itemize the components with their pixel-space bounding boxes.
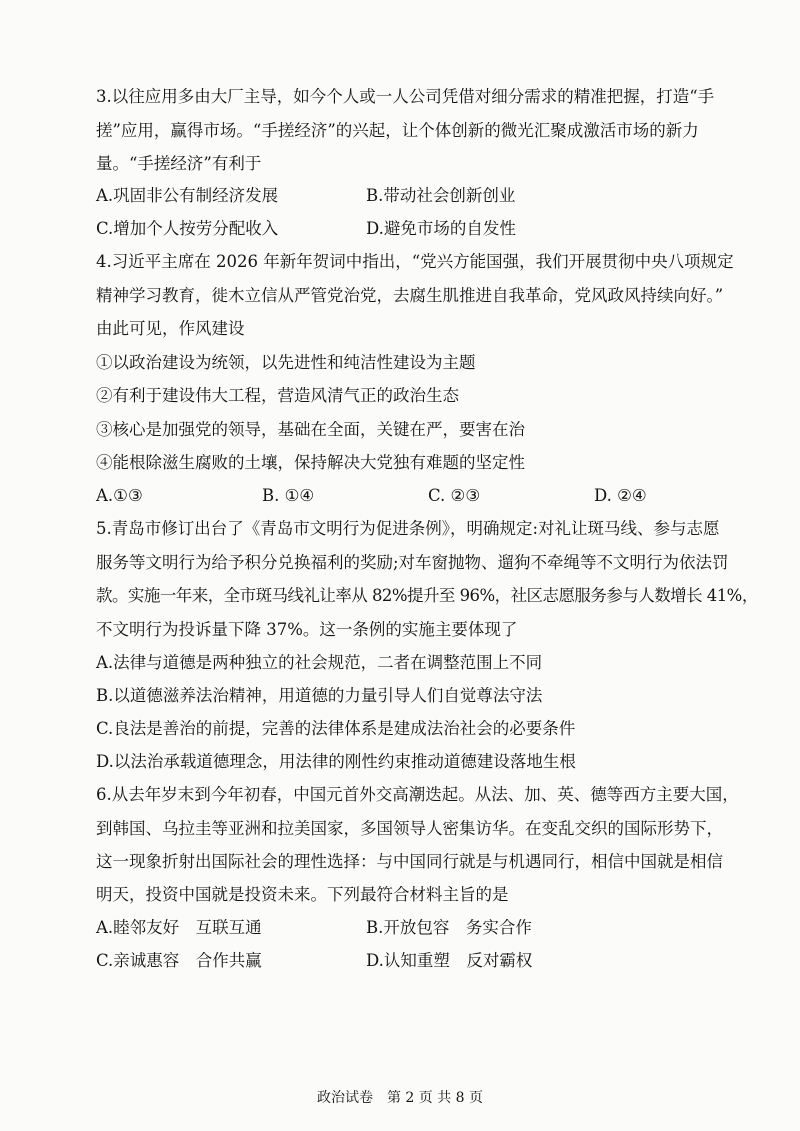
question-stem-line: 明天，投资中国就是投资未来。下列最符合材料主旨的是 bbox=[96, 885, 509, 904]
option-c: C. ②③ bbox=[428, 486, 481, 505]
statement-4: ④能根除滋生腐败的土壤，保持解决大党独有难题的坚定性 bbox=[96, 453, 525, 472]
statement-3: ③核心是加强党的领导，基础在全面，关键在严，要害在治 bbox=[96, 420, 525, 439]
option-d: D.认知重塑 反对霸权 bbox=[366, 951, 533, 970]
option-b: B.以道德滋养法治精神，用道德的力量引导人们自觉尊法守法 bbox=[96, 686, 543, 705]
option-b: B.带动社会创新创业 bbox=[366, 186, 516, 205]
question-stem-line: 到韩国、乌拉圭等亚洲和拉美国家，多国领导人密集访华。在变乱交织的国际形势下， bbox=[96, 819, 723, 838]
question-stem-line: 服务等文明行为给予积分兑换福利的奖励;对车窗抛物、遛狗不牵绳等不文明行为依法罚 bbox=[96, 553, 729, 572]
option-a: A.①③ bbox=[96, 486, 143, 505]
question-stem-line: 量。“手搓经济”有利于 bbox=[96, 154, 262, 173]
question-stem-line: 由此可见，作风建设 bbox=[96, 319, 245, 338]
question-stem-line: 精神学习教育，徙木立信从严管党治党，去腐生肌推进自我革命，党风政风持续向好。” bbox=[96, 286, 724, 305]
question-stem-line: 这一现象折射出国际社会的理性选择：与中国同行就是与机遇同行，相信中国就是相信 bbox=[96, 852, 723, 871]
option-d: D. ②④ bbox=[594, 486, 647, 505]
option-a: A.巩固非公有制经济发展 bbox=[96, 186, 279, 205]
option-d: D.避免市场的自发性 bbox=[366, 219, 516, 238]
option-a: A.睦邻友好 互联互通 bbox=[96, 918, 262, 937]
question-stem-line: 款。实施一年来，全市斑马线礼让率从 82%提升至 96%，社区志愿服务参与人数增长 41%， bbox=[96, 586, 758, 605]
question-stem-line: 不文明行为投诉量下降 37%。这一条例的实施主要体现了 bbox=[96, 620, 518, 639]
statement-2: ②有利于建设伟大工程，营造风清气正的政治生态 bbox=[96, 386, 459, 405]
option-d: D.以法治承载道德理念，用法律的刚性约束推动道德建设落地生根 bbox=[96, 752, 576, 771]
option-b: B.开放包容 务实合作 bbox=[366, 918, 532, 937]
question-stem-line: 5.青岛市修订出台了《青岛市文明行为促进条例》，明确规定:对礼让斑马线、参与志愿 bbox=[96, 519, 720, 538]
question-stem-line: 6.从去年岁末到今年初春，中国元首外交高潮迭起。从法、加、英、德等西方主要大国， bbox=[96, 785, 739, 804]
question-stem-line: 搓”应用，赢得市场。“手搓经济”的兴起，让个体创新的微光汇聚成激活市场的新力 bbox=[96, 121, 699, 140]
option-a: A.法律与道德是两种独立的社会规范，二者在调整范围上不同 bbox=[96, 653, 543, 672]
question-stem-line: 4.习近平主席在 2026 年新年贺词中指出，“党兴方能国强，我们开展贯彻中央八项规定 bbox=[96, 252, 734, 271]
option-c: C.亲诚惠容 合作共赢 bbox=[96, 951, 262, 970]
option-c: C.增加个人按劳分配收入 bbox=[96, 219, 279, 238]
page-footer: 政治试卷 第 2 页 共 8 页 bbox=[316, 1090, 484, 1106]
question-stem-line: 3.以往应用多由大厂主导，如今个人或一人公司凭借对细分需求的精准把握，打造“手 bbox=[96, 87, 715, 106]
option-c: C.良法是善治的前提，完善的法律体系是建成法治社会的必要条件 bbox=[96, 719, 576, 738]
option-b: B. ①④ bbox=[262, 486, 315, 505]
statement-1: ①以政治建设为统领，以先进性和纯洁性建设为主题 bbox=[96, 353, 476, 372]
